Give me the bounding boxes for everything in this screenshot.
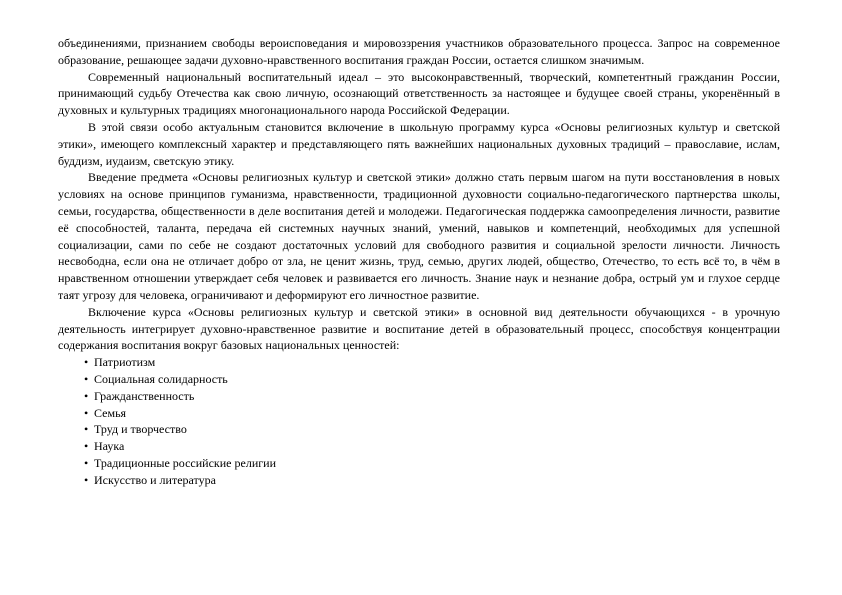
paragraph-continuation: объединениями, признанием свободы вероисповедания и мировоззрения участников образовательного процесса. Запрос на современное образование, решающее задачи духовно-нравственного воспитания граждан России, остается слишком значимым. [58, 36, 780, 67]
list-item-text: Семья [94, 405, 127, 420]
bullet-icon: • [84, 439, 89, 454]
bullet-icon: • [84, 472, 89, 487]
paragraph-subject-introduction: Введение предмета «Основы религиозных культур и светской этики» должно стать первым шагом на пути восстановления в новых условиях на основе принципов гуманизма, нравственности, традиционной духовности социально-педагогического партнерства школы, семьи, государства, общественности в деле воспитания детей и молодежи. Педагогическая поддержка самоопределения личности, развитие её способностей, таланта, передача ей системных научных знаний, умений, навыков и компетенций, необходимых для успешной социализации, сами по себе не создают достаточных условий для свободного развития и социальной зрелости личности. Личность несвободна, если она не отличает добро от зла, не ценит жизнь, труд, семью, других людей, общество, Отечество, то есть всё то, в чём в нравственном отношении утверждает себя человек и развивается его личность. Знание наук и незнание добра, острый ум и глухое сердце таят угрозу для человека, ограничивают и деформируют его личностное развитие. [58, 170, 780, 302]
bullet-icon: • [84, 422, 89, 437]
list-item-text: Труд и творчество [94, 422, 187, 437]
list-item-text: Гражданственность [94, 388, 195, 403]
list-item [58, 388, 780, 405]
bullet-icon: • [84, 355, 89, 370]
list-item-text: Традиционные российские религии [94, 455, 277, 470]
list-item [58, 438, 780, 455]
list-item-text: Наука [94, 439, 125, 454]
list-item-text: Социальная солидарность [94, 371, 228, 386]
list-item-text: Патриотизм [94, 355, 156, 370]
bullet-icon: • [84, 388, 89, 403]
list-item [58, 421, 780, 438]
list-item [58, 371, 780, 388]
bullet-icon: • [84, 455, 89, 470]
national-values-list [58, 354, 780, 488]
bullet-icon: • [84, 405, 89, 420]
paragraph-national-ideal: Современный национальный воспитательный идеал – это высоконравственный, творческий, компетентный гражданин России, принимающий судьбу Отечества как свою личную, осознающий ответственность за настоящее и будущее своей страны, укоренённый в духовных и культурных традициях многонационального народа Российской Федерации. [58, 69, 780, 118]
list-item [58, 354, 780, 371]
list-item-text: Искусство и литература [94, 472, 216, 487]
paragraph-course-inclusion: В этой связи особо актуальным становится включение в школьную программу курса «Основы религиозных культур и светской этики», имеющего комплексный характер и представляющего пять важнейших национальных духовных традиций – православие, ислам, буддизм, иудаизм, светскую этику. [58, 119, 780, 168]
list-item [58, 405, 780, 422]
bullet-icon: • [84, 371, 89, 386]
list-item [58, 472, 780, 489]
list-item [58, 455, 780, 472]
paragraph-integration: Включение курса «Основы религиозных культур и светской этики» в основной вид деятельности обучающихся - в урочную деятельность интегрирует духовно-нравственное развитие и воспитание детей в образовательный процесс, способствуя концентрации содержания воспитания вокруг базовых национальных ценностей: [58, 304, 780, 353]
